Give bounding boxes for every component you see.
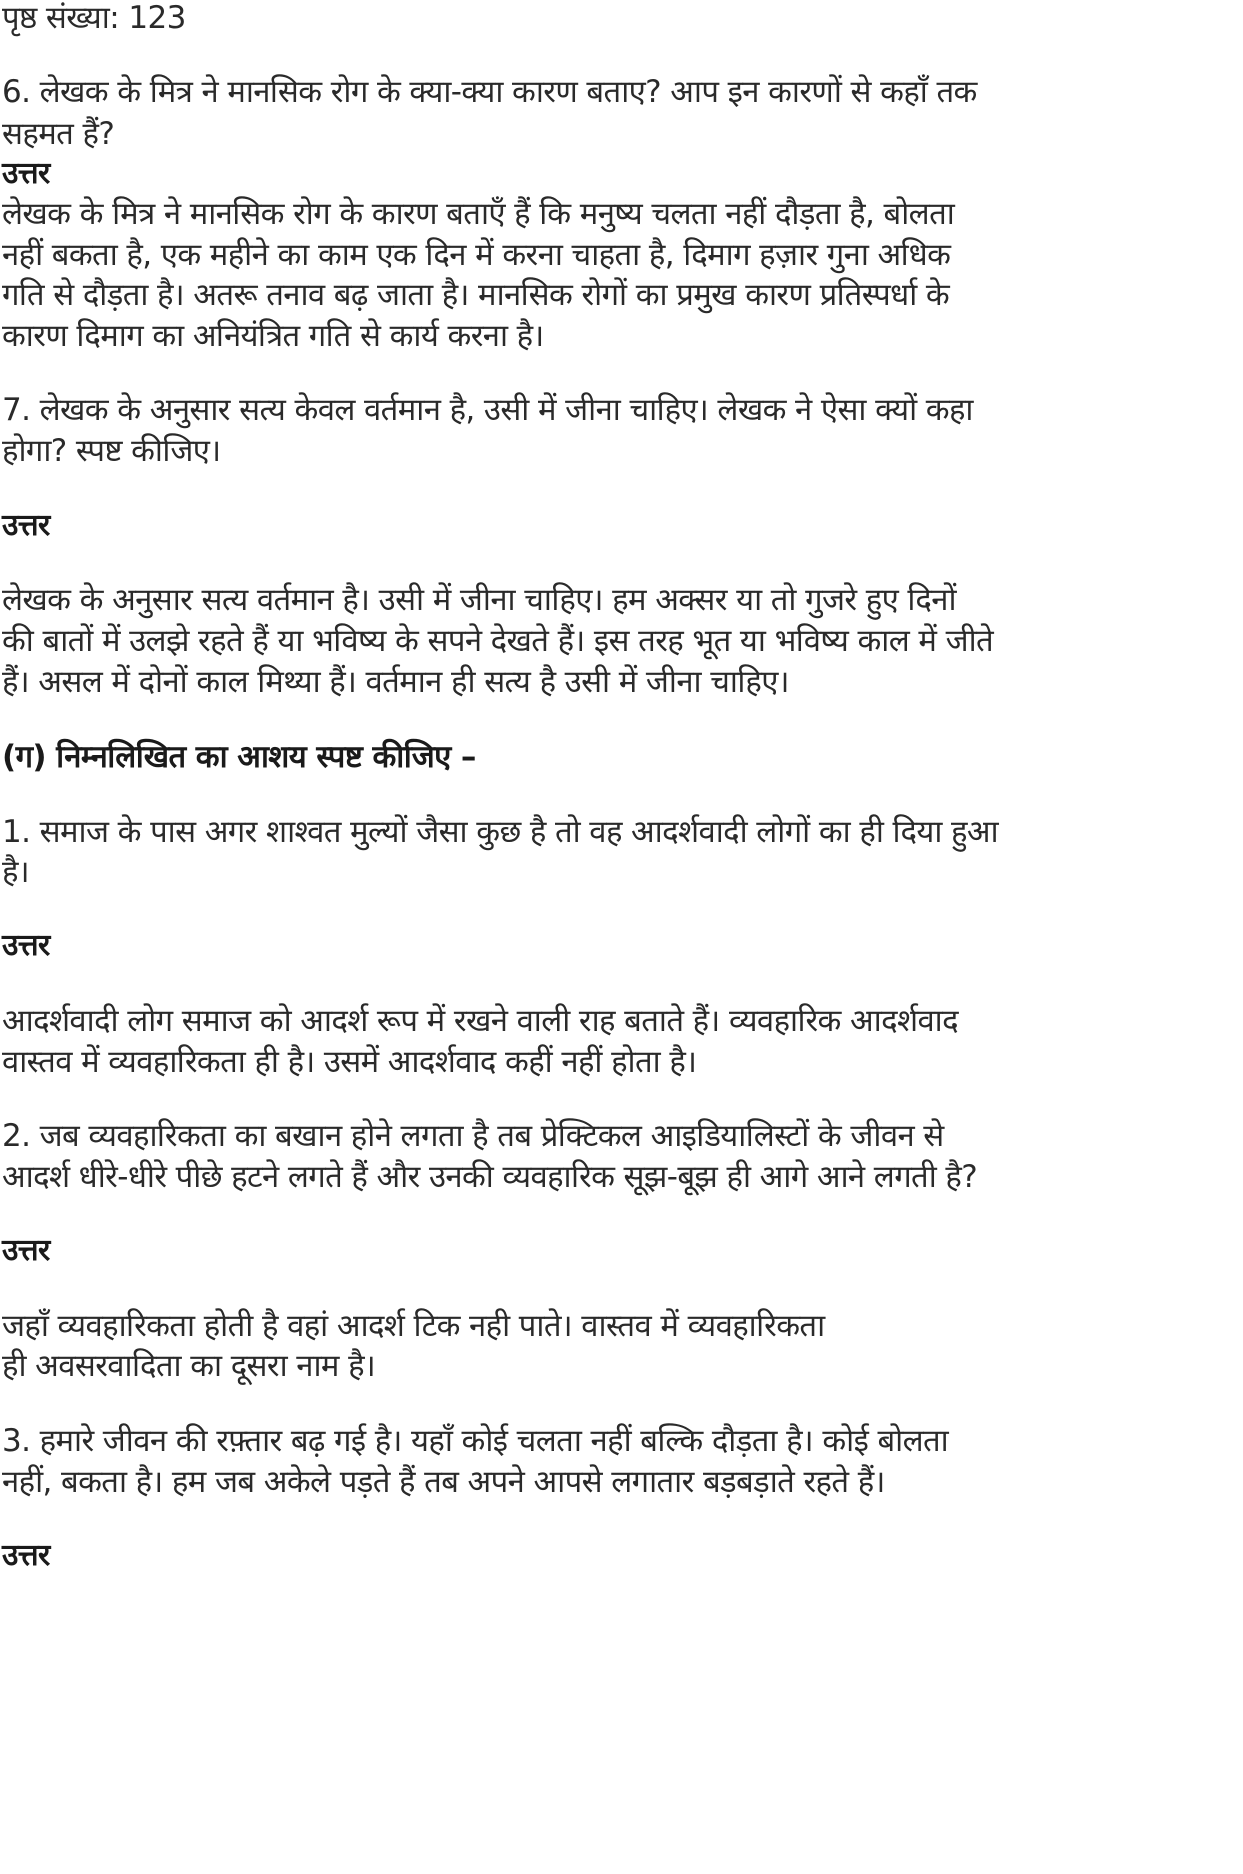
q7-question-line-1: 7. लेखक के अनुसार सत्य केवल वर्तमान है, उसी में जीना चाहिए। लेखक ने ऐसा क्यों कहा — [2, 392, 973, 428]
page-number: पृष्ठ संख्या: 123 — [2, 0, 186, 36]
q6-question-line-1: 6. लेखक के मित्र ने मानसिक रोग के क्या-क्या कारण बताए? आप इन कारणों से कहाँ तक — [2, 74, 977, 110]
g2-answer-line-1: जहाँ व्यवहारिकता होती है वहां आदर्श टिक नही पाते। वास्तव में व्यवहारिकता — [2, 1308, 825, 1344]
q6-answer-line-3: गति से दौड़ता है। अतरू तनाव बढ़ जाता है। मानसिक रोगों का प्रमुख कारण प्रतिस्पर्धा के — [2, 277, 950, 313]
g3-question-line-1: 3. हमारे जीवन की रफ़्तार बढ़ गई है। यहाँ कोई चलता नहीं बल्कि दौड़ता है। कोई बोलता — [2, 1423, 949, 1459]
q7-answer-line-3: हैं। असल में दोनों काल मिथ्या हैं। वर्तमान ही सत्य है उसी में जीना चाहिए। — [2, 664, 789, 700]
g1-question-line-2: है। — [2, 854, 30, 890]
q6-answer-label: उत्तर — [2, 156, 50, 191]
g2-answer-label: उत्तर — [2, 1233, 50, 1268]
q6-answer-line-1: लेखक के मित्र ने मानसिक रोग के कारण बताएँ हैं कि मनुष्य चलता नहीं दौड़ता है, बोलता — [2, 196, 955, 232]
q6-answer-line-2: नहीं बकता है, एक महीने का काम एक दिन में करना चाहता है, दिमाग हज़ार गुना अधिक — [2, 237, 951, 273]
q6-question-line-2: सहमत हैं? — [2, 116, 115, 152]
g2-answer-line-2: ही अवसरवादिता का दूसरा नाम है। — [2, 1348, 376, 1384]
q7-answer-line-2: की बातों में उलझे रहते हैं या भविष्य के सपने देखते हैं। इस तरह भूत या भविष्य काल में जीते — [2, 623, 994, 659]
g1-answer-label: उत्तर — [2, 928, 50, 963]
g1-answer-line-1: आदर्शवादी लोग समाज को आदर्श रूप में रखने वाली राह बताते हैं। व्यवहारिक आदर्शवाद — [2, 1003, 958, 1039]
q7-answer-line-1: लेखक के अनुसार सत्य वर्तमान है। उसी में जीना चाहिए। हम अक्सर या तो गुजरे हुए दिनों — [2, 582, 956, 618]
g3-answer-label: उत्तर — [2, 1538, 50, 1573]
q7-answer-label: उत्तर — [2, 508, 50, 543]
g3-question-line-2: नहीं, बकता है। हम जब अकेले पड़ते हैं तब अपने आपसे लगातार बड़बड़ाते रहते हैं। — [2, 1464, 885, 1500]
g1-answer-line-2: वास्तव में व्यवहारिकता ही है। उसमें आदर्शवाद कहीं नहीं होता है। — [2, 1044, 697, 1080]
g1-question-line-1: 1. समाज के पास अगर शाश्वत मुल्यों जैसा कुछ है तो वह आदर्शवादी लोगों का ही दिया हुआ — [2, 814, 998, 850]
q7-question-line-2: होगा? स्पष्ट कीजिए। — [2, 433, 221, 469]
g2-question-line-2: आदर्श धीरे-धीरे पीछे हटने लगते हैं और उनकी व्यवहारिक सूझ-बूझ ही आगे आने लगती है? — [2, 1159, 978, 1195]
section-g-heading: (ग) निम्नलिखित का आशय स्पष्ट कीजिए – — [2, 739, 476, 775]
g2-question-line-1: 2. जब व्यवहारिकता का बखान होने लगता है तब प्रेक्टिकल आइडियालिस्टों के जीवन से — [2, 1118, 944, 1154]
q6-answer-line-4: कारण दिमाग का अनियंत्रित गति से कार्य करना है। — [2, 318, 544, 354]
